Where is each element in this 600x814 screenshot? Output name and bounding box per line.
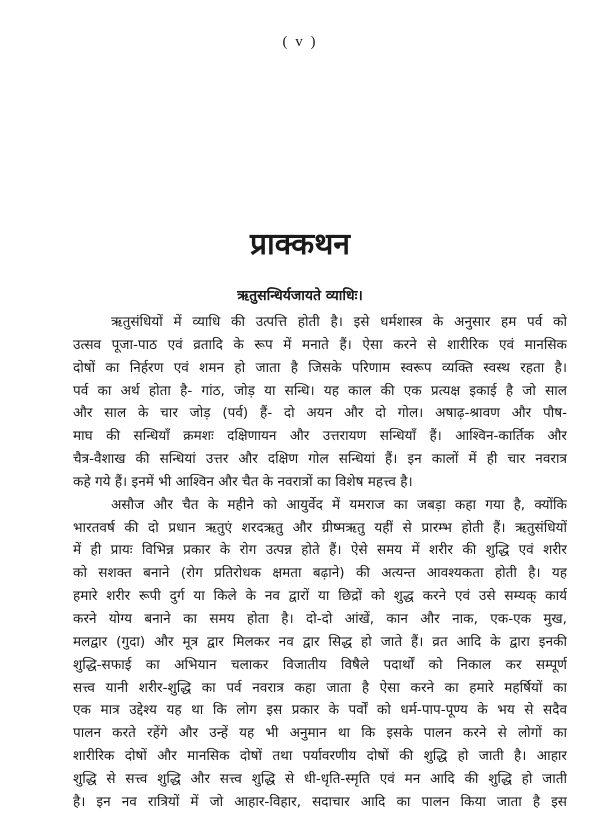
text-line: मलद्वार (गुदा) और मूत्र द्वार मिलकर नव द्वार सिद्ध हो जाते हैं। व्रत आदि के द्वारा इनकी [73, 633, 567, 650]
text-line: माघ की सन्धियाँ क्रमशः दक्षिणायन और उत्तरायण सन्धियाँ हैं। आश्विन-कार्तिक और [73, 428, 567, 445]
text-line: एक मात्र उद्देश्य यह था कि लोग इस प्रकार के पर्वों को धर्म-पाप-पूण्य के भय से सदैव [73, 702, 567, 719]
epigraph: ऋतुसन्धिर्यजायते व्याधिः। [237, 288, 363, 304]
text-line: शुद्धि-सफाई का अभियान चलाकर विजातीय विषैले पदार्थों को निकाल कर सम्पूर्ण [73, 656, 567, 673]
text-line: को सशक्त बनाने (रोग प्रतिरोधक क्षमता बढ़ाने) की अत्यन्त आवश्यकता होती है। यह [73, 565, 567, 582]
text-line: सत्त्व यानी शरीर-शुद्धि का पर्व नवरात्र कहा जाता है ऐसा करने का हमारे महर्षियों का [73, 679, 567, 696]
text-line: पालन करते रहेंगे और उन्हें यह भी अनुमान था कि इसके पालन करने से लोगों का [73, 725, 567, 742]
text-line: में ही प्रायः विभिन्न प्रकार के रोग उत्पन्न होते हैं। ऐसे समय में शरीर की शुद्धि एवं शरीर [73, 542, 567, 559]
text-line: करने योग्य बनाने का समय होता है। दो-दो आंखें, कान और नाक, एक-एक मुख, [73, 610, 567, 627]
text-line: है। इन नव रात्रियों में जो आहार-विहार, सदाचार आदि का पालन किया जाता है इस [73, 793, 567, 810]
text-line: दोषों का निर्हरण एवं शमन हो जाता है जिसके परिणाम स्वरूप व्यक्ति स्वस्थ रहता है। [73, 359, 567, 376]
text-line: कहे गये हैं। इनमें भी आश्विन और चैत के नवरात्रों का विशेष महत्त्व है। [73, 473, 413, 490]
text-line: असौज और चैत के महीने को आयुर्वेद में यमराज का जबड़ा कहा गया है, क्योंकि [111, 496, 567, 513]
page-title: प्राक्कथन [249, 227, 351, 262]
text-line: पर्व का अर्थ होता है- गांठ, जोड़ या सन्धि। यह काल की एक प्रत्यक्ष इकाई है जो साल [73, 382, 567, 399]
text-line: उत्सव पूजा-पाठ एवं व्रतादि के रूप में मनाते हैं। ऐसा करने से शारीरिक एवं मानसिक [73, 336, 567, 353]
text-line: शारीरिक दोषों और मानसिक दोषों तथा पर्यावरणीय दोषों की शुद्धि हो जाती है। आहार [73, 748, 567, 765]
text-line: हमारे शरीर रूपी दुर्ग या किले के नव द्वारों या छिद्रों को शुद्ध करने एवं उसे सम्यक् कार्य [73, 588, 567, 605]
text-line: ऋतुसंधियों में व्याधि की उत्पत्ति होती है। इसे धर्मशास्त्र के अनुसार हम पर्व को [111, 314, 567, 330]
text-line: और साल के चार जोड़ (पर्व) हैं- दो अयन और दो गोल। अषाढ़-श्रावण और पौष- [73, 405, 567, 422]
text-line: भारतवर्ष की दो प्रधान ऋतुएं शरदऋतु और ग्रीष्मऋतु यहीं से प्रारम्भ होती हैं। ऋतुसंधियों [73, 519, 567, 536]
text-line: शुद्धि से सत्त्व शुद्धि और सत्त्व शुद्धि से धी-धृति-स्मृति एवं मन आदि की शुद्धि हो जाती [73, 770, 567, 787]
body-text [73, 311, 567, 814]
page-number: ( v ) [282, 34, 318, 50]
text-line: चैत्र-वैशाख की सन्धियां उत्तर और दक्षिण गोल सन्धियां हैं। इन कालों में ही चार नवरात्र [73, 451, 567, 468]
